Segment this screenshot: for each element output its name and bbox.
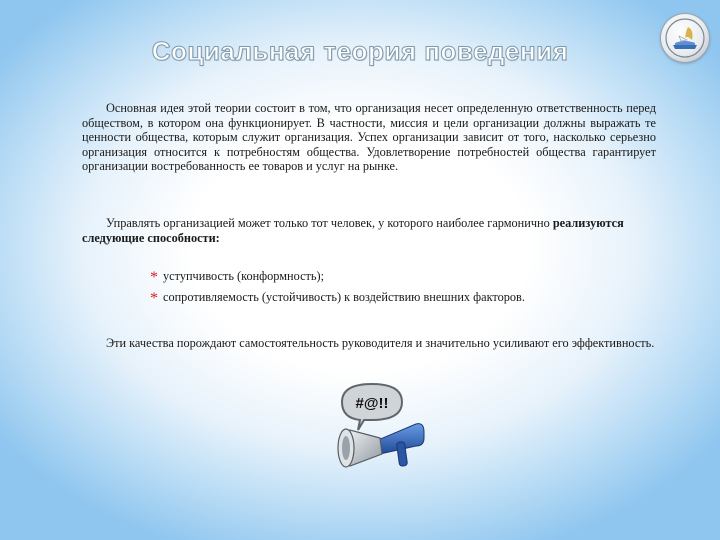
paragraph-management-bold: реализуются следующие способности: (82, 216, 624, 245)
bullet-star-icon: * (150, 290, 158, 307)
list-item (150, 289, 525, 305)
paragraph-main-idea: Основная идея этой теории состоит в том, что организация несет определенную ответственность перед обществом, в котором она функционирует. В частности, миссия и цели организации должны выражать те ценности общества, которым служит организация. Успех организации зависит от того, насколько серьезно организация относится к потребностям общества. Удовлетворение потребностей общества гарантирует организации востребованность ее товаров и услуг на рынке. (82, 101, 656, 174)
megaphone-icon (328, 380, 438, 480)
speech-bubble-text: #@!! (355, 395, 389, 412)
paragraph-management-text: Управлять организацией может только тот человек, у которого наиболее гармонично (106, 216, 553, 230)
bullet-star-icon: * (150, 269, 158, 286)
paragraph-management (82, 216, 656, 245)
list-item (150, 268, 324, 284)
list-item-text: сопротивляемость (устойчивость) к воздействию внешних факторов. (163, 290, 525, 304)
list-item-text: уступчивость (конформность); (163, 269, 325, 283)
page-title: Социальная теория поведения (151, 36, 569, 66)
paragraph-conclusion: Эти качества порождают самостоятельность руководителя и значительно усиливают его эффективность. (106, 336, 655, 350)
